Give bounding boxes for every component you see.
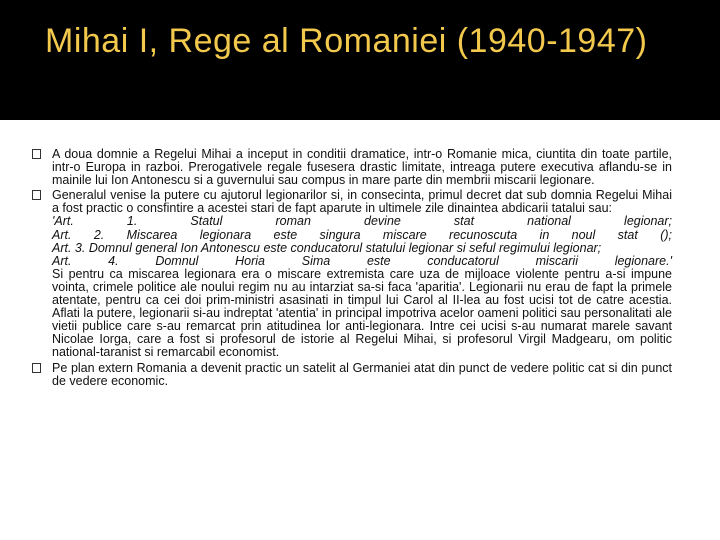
slide-body: [52, 148, 672, 388]
article-3: Art. 3. Domnul general Ion Antonescu este conducatorul statului legionar si seful regimului legionar;: [52, 240, 602, 255]
article-2: Art. 2. Miscarea legionara este singura miscare recunoscuta in noul stat ();: [52, 227, 672, 242]
paragraph-2-rest: Si pentru ca miscarea legionara era o miscare extremista care uza de mijloace violente pentru a-si impune vointa, crimele politice ale noului regim nu au intarziat sa-si faca 'aparitia'. Legionarii nu erau de fapt la primele atentate, pentru ca cei doi prim-ministri asasinati in timpul lui Carol al II-lea au fost ucisi tot de catre acestia. Aflati la putere, legionarii si-au indreptat 'atentia' in principal impotriva acelor oameni politici sau personalitati ale vietii publice care s-au remarcat prin atitudinea lor anti-legionara. Intre cei ucisi s-au numarat marele savant Nicolae Iorga, care a fost si profesorul de istorie al Regelui Mihai, si profesorul Virgil Madgearu, om politic national-taranist si remarcabil economist.: [52, 266, 672, 360]
article-4: Art. 4. Domnul Horia Sima este conducatorul miscarii legionare.': [52, 253, 672, 268]
paragraph-1-text: A doua domnie a Regelui Mihai a inceput in conditii dramatice, intr-o Romanie mica, ciuntita din toate partile, intr-o Europa in razboi. Prerogativele regale fusesera drastic limitate, intreaga putere executiva aflandu-se in mainile lui Ion Antonescu si a guvernului sau compus in mare parte din membrii miscarii legionare.: [52, 147, 672, 188]
bullet-paragraph-1: [52, 148, 672, 187]
square-bullet-icon: [32, 149, 41, 159]
square-bullet-icon: [32, 363, 41, 373]
article-1: 'Art. 1. Statul roman devine stat national legionar;: [52, 214, 672, 229]
paragraph-2-intro: Generalul venise la putere cu ajutorul legionarilor si, in consecinta, primul decret dat sub domnia Regelui Mihai a fost practic o consfintire a acestei stari de fapt aparute in ultimele zile dinaintea abdicarii tatalui sau:: [52, 188, 672, 216]
title-bar: [0, 0, 720, 120]
square-bullet-icon: [32, 190, 41, 200]
slide-title: Mihai I, Rege al Romaniei (1940-1947): [45, 22, 648, 60]
paragraph-3-text: Pe plan extern Romania a devenit practic un satelit al Germaniei atat din punct de vedere politic cat si din punct de vedere economic.: [52, 360, 672, 388]
bullet-paragraph-3: [52, 362, 672, 388]
bullet-paragraph-2: [52, 189, 672, 359]
